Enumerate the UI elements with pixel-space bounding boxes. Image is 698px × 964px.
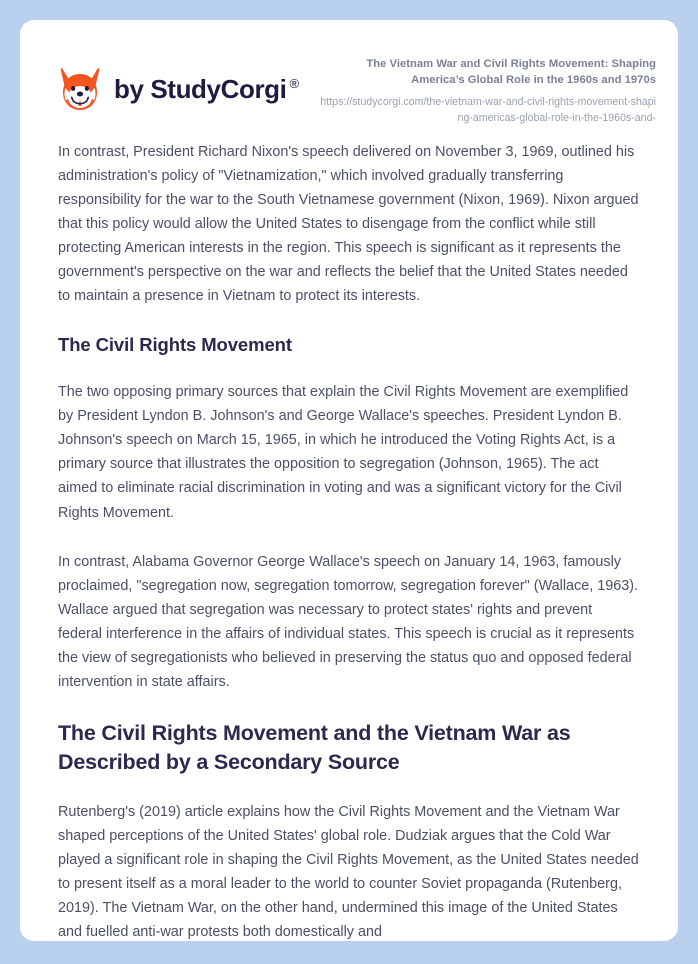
paragraph: The two opposing primary sources that explain the Civil Rights Movement are exemplified by President Lyndon B. Johnson's and George Wallace's speeches. President Lyndon B. Johnson's speech on March 15, 1965, in which he introduced the Voting Rights Act, is a primary source that illustrates the opposition to segregation (Johnson, 1965). The act aimed to eliminate racial discrimination in voting and was a significant victory for the Civil Rights Movement. — [58, 384, 629, 521]
brand-logo[interactable] — [58, 52, 299, 112]
document-page — [20, 20, 678, 941]
document-title: The Vietnam War and Civil Rights Movement: Shaping America’s Global Role in the 1960s and 1970s — [366, 58, 656, 87]
document-meta — [316, 52, 656, 127]
registered-trademark-icon: ® — [289, 75, 299, 91]
section-heading: The Civil Rights Movement and the Vietnam War as Described by a Secondary Source — [58, 720, 571, 775]
brand-wordmark: by StudyCorgi ® — [114, 73, 299, 104]
paragraph: In contrast, Alabama Governor George Wallace's speech on January 14, 1963, famously proclaimed, "segregation now, segregation tomorrow, segregation forever" (Wallace, 1963). Wallace argued that segregation was necessary to protect states' rights and prevent federal interference in the affairs of individual states. This speech is crucial as it represents the view of segregationists who believed in preserving the status quo and opposed federal intervention in state affairs. — [58, 553, 639, 690]
document-header — [20, 20, 678, 140]
document-content — [20, 140, 678, 941]
document-url[interactable]: https://studycorgi.com/the-vietnam-war-and-civil-rights-movement-shaping-americas-global-role-in-the-1960s-and- — [320, 96, 656, 125]
paragraph: In contrast, President Richard Nixon's speech delivered on November 3, 1969, outlined his administration's policy of "Vietnamization," which involved gradually transferring responsibility for the war to the South Vietnamese government (Nixon, 1969). Nixon argued that this policy would allow the United States to disengage from the conflict while still protecting American interests in the region. This speech is significant as it represents the government's perspective on the war and reflects the belief that the United States needed to maintain a presence in Vietnam to protect its interests. — [58, 144, 639, 305]
section-heading: The Civil Rights Movement — [58, 334, 292, 356]
paragraph: Rutenberg's (2019) article explains how the Civil Rights Movement and the Vietnam War shaped perceptions of the United States' global role. Dudziak argues that the Cold War played a significant role in shaping the Civil Rights Movement, as the United States needed to present itself as a moral leader to the world to counter Soviet propaganda (Rutenberg, 2019). The Vietnam War, on the other hand, undermined this image of the United States and fuelled anti-war protests both domestically and — [58, 803, 639, 940]
corgi-face-logo-icon — [58, 66, 102, 112]
